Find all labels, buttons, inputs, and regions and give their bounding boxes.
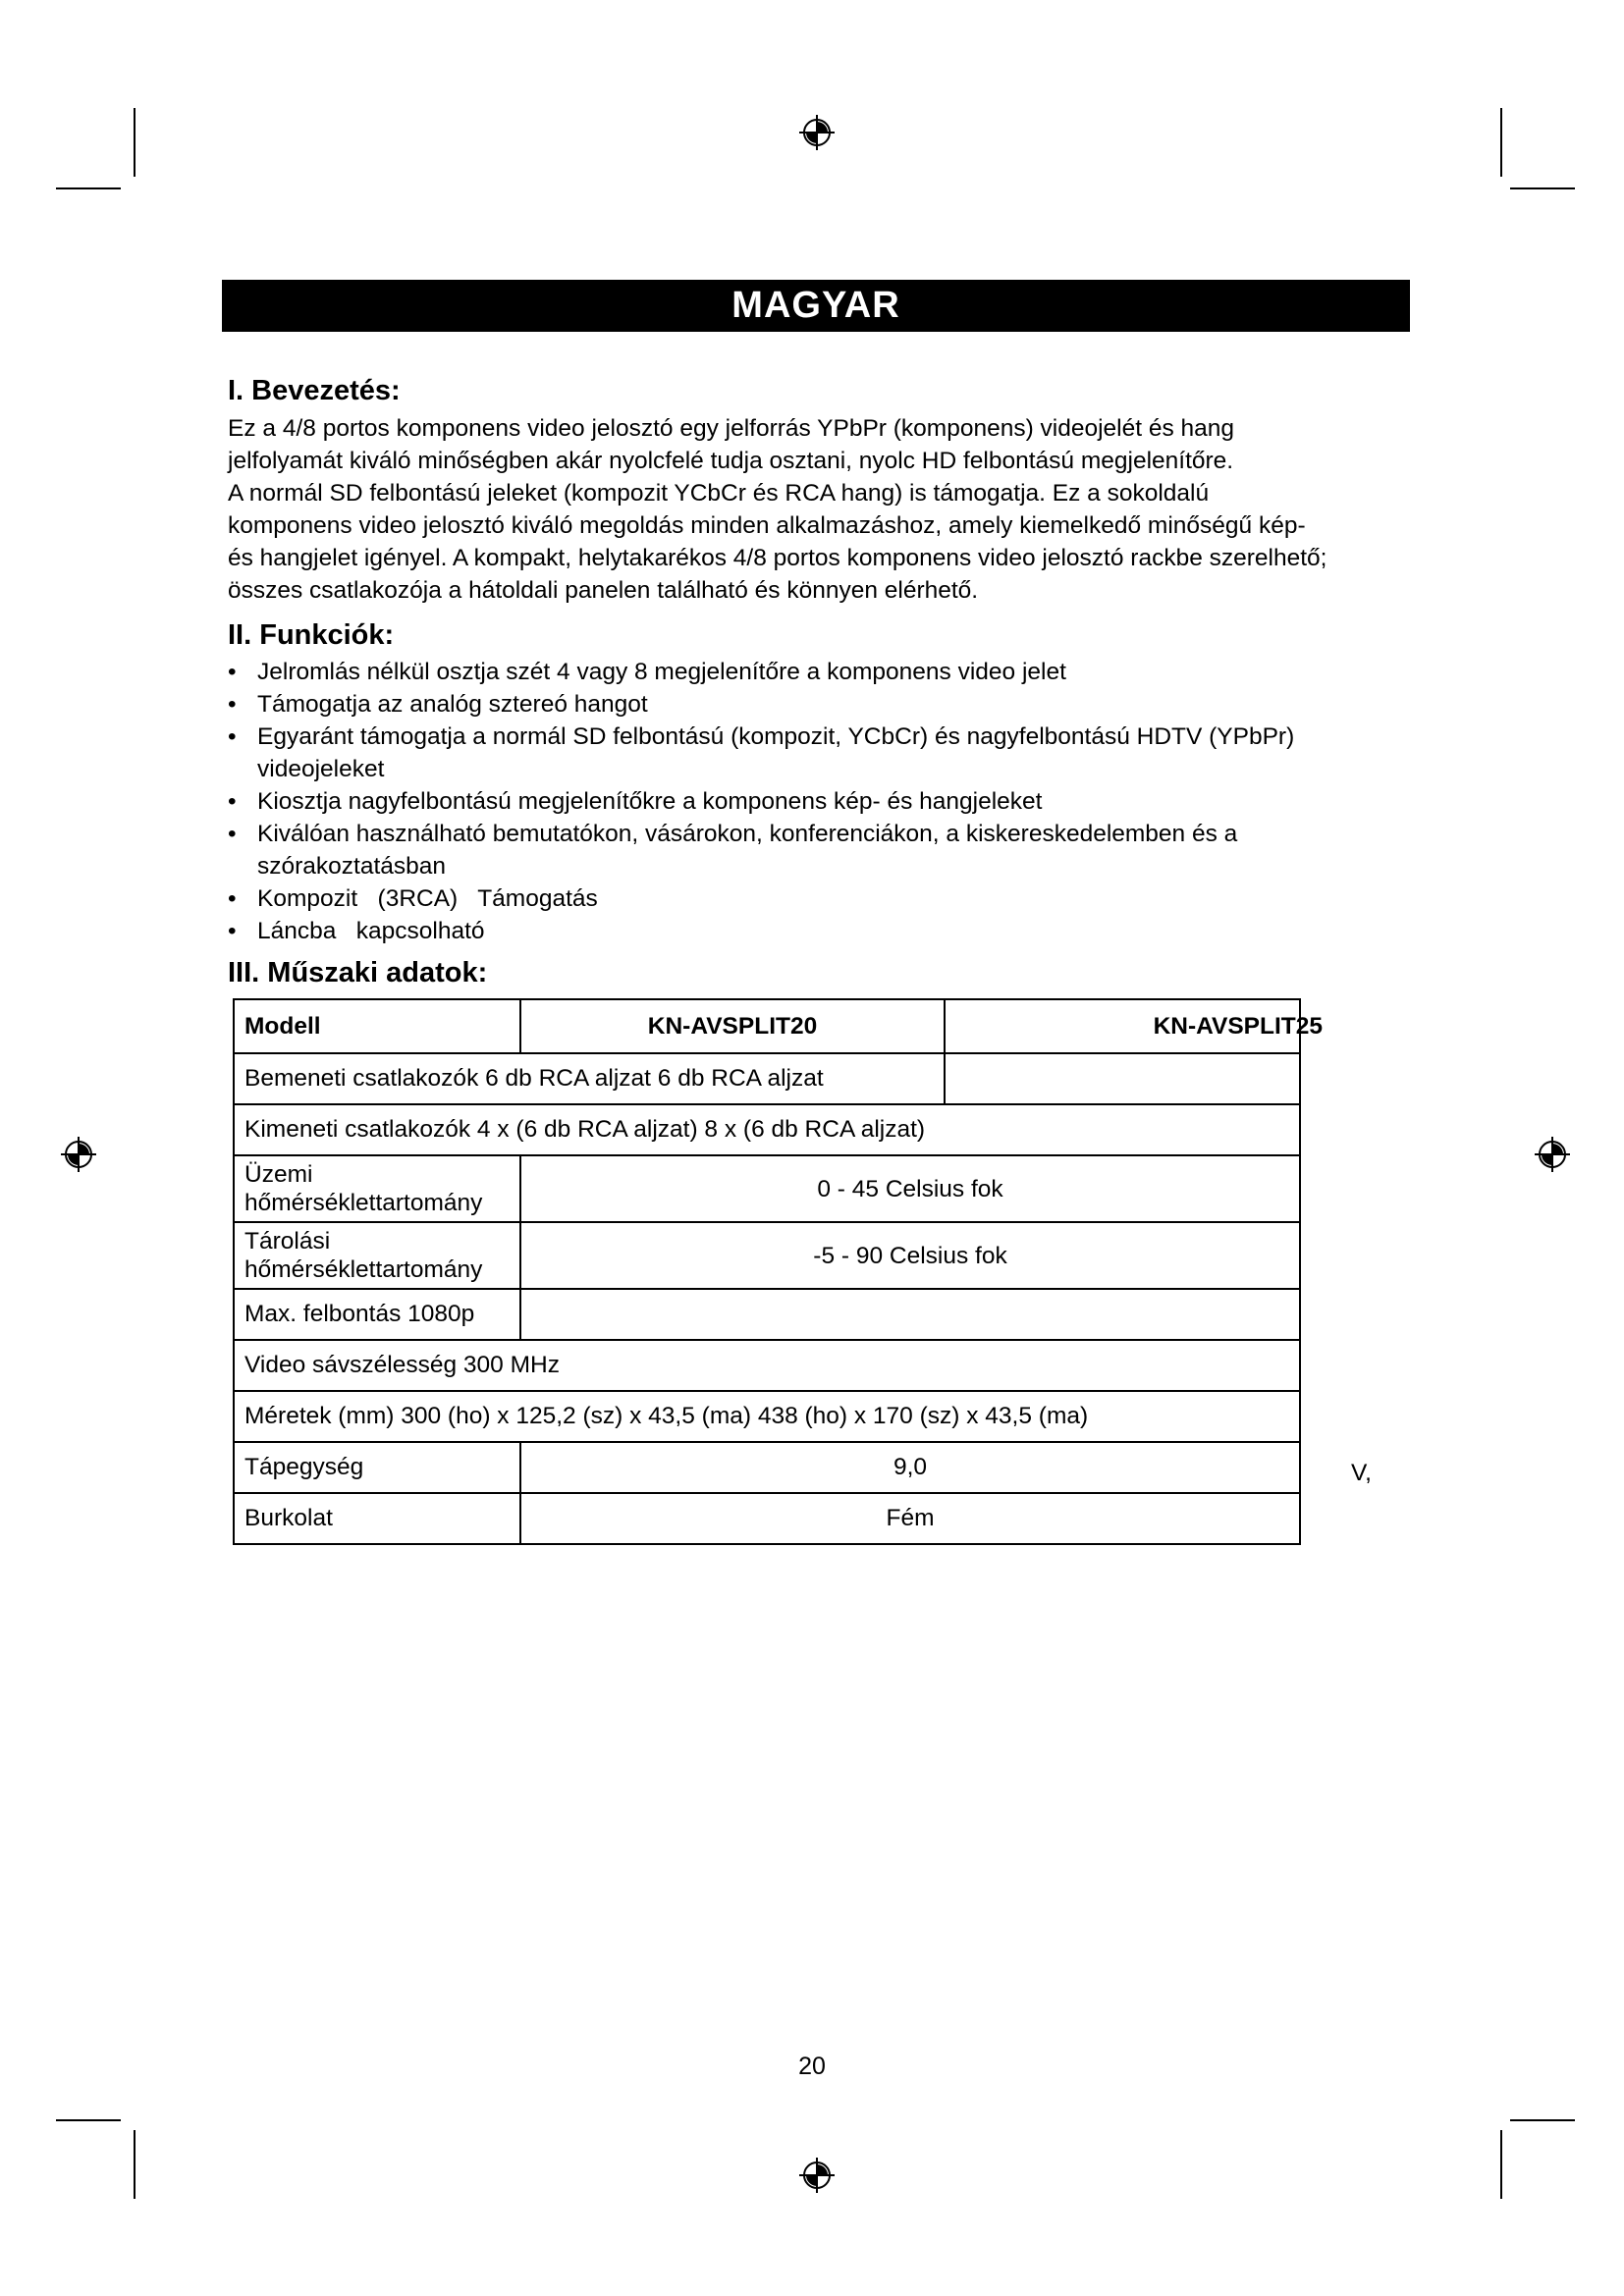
specifications-table [233, 998, 1323, 1545]
bullet-icon: • [228, 659, 237, 685]
registration-mark-icon [59, 1135, 98, 1174]
crop-mark-bl-vertical [134, 2130, 135, 2199]
crop-mark-tr-vertical [1500, 108, 1502, 177]
table-cell [520, 1289, 1300, 1340]
table-cell: Max. felbontás 1080p [234, 1289, 520, 1340]
table-cell: Kimeneti csatlakozók 4 x (6 db RCA aljzat) 8 x (6 db RCA aljzat) [234, 1104, 1300, 1155]
crop-mark-br-vertical [1500, 2130, 1502, 2199]
table-cell: Tápegység [234, 1442, 520, 1493]
registration-mark-icon [797, 2156, 837, 2195]
crop-mark-tl-horizontal [56, 187, 121, 189]
section-heading-specifications: III. Műszaki adatok: [228, 957, 488, 988]
list-item: • Jelromlás nélkül osztja szét 4 vagy 8 megjelenítőre a komponens video jelet [228, 656, 1418, 688]
paragraph-line: komponens video jelosztó kiváló megoldás minden alkalmazáshoz, amely kiemelkedő minőségű kép- [228, 512, 1306, 539]
registration-mark-icon [1533, 1135, 1572, 1174]
bullet-icon: • [228, 885, 237, 912]
list-item: • Kiválóan használható bemutatókon, vásárokon, konferenciákon, a kiskereskedelemben és a szórakoztatásban [228, 818, 1418, 882]
paragraph-line: Ez a 4/8 portos komponens video jelosztó egy jelforrás YPbPr (komponens) videojelét és hang [228, 415, 1235, 442]
bullet-icon: • [228, 723, 237, 750]
table-header-row [234, 999, 1300, 1053]
crop-mark-bl-horizontal [56, 2119, 121, 2121]
table-row [234, 1289, 1300, 1340]
registration-mark-icon [797, 113, 837, 152]
table-row [234, 1053, 1300, 1104]
table-row [234, 1155, 1300, 1222]
voltage-unit-text: V, [1351, 1460, 1372, 1486]
table-row [234, 1442, 1300, 1493]
crop-mark-tr-horizontal [1510, 187, 1575, 189]
table-cell [945, 1053, 1300, 1104]
table-row [234, 1340, 1300, 1391]
table-cell: Bemeneti csatlakozók 6 db RCA aljzat 6 db RCA aljzat [234, 1053, 945, 1104]
crop-mark-tl-vertical [134, 108, 135, 177]
language-banner [222, 280, 1410, 332]
table-cell: Méretek (mm) 300 (ho) x 125,2 (sz) x 43,5 (ma) 438 (ho) x 170 (sz) x 43,5 (ma) [234, 1391, 1300, 1442]
table-cell: Tárolási hőmérséklettartomány [234, 1222, 520, 1289]
table-header-cell: Modell [234, 999, 520, 1053]
table-row [234, 1104, 1300, 1155]
table-cell: Fém [520, 1493, 1300, 1544]
list-item: • Egyaránt támogatja a normál SD felbontású (kompozit, YCbCr) és nagyfelbontású HDTV (YPbPr) videojeleket [228, 721, 1418, 785]
table-cell: Üzemi hőmérséklettartomány [234, 1155, 520, 1222]
bullet-icon: • [228, 788, 237, 815]
paragraph-line: és hangjelet igényel. A kompakt, helytakarékos 4/8 portos komponens video jelosztó rackbe szerelhető; [228, 545, 1327, 571]
list-item: • Láncba kapcsolható [228, 915, 1418, 947]
section-heading-introduction: I. Bevezetés: [228, 375, 401, 406]
table-row [234, 1222, 1300, 1289]
table-row [234, 1493, 1300, 1544]
table-header-cell: KN-AVSPLIT20 [520, 999, 945, 1053]
table-cell: Burkolat [234, 1493, 520, 1544]
table-cell: 0 - 45 Celsius fok [520, 1155, 1300, 1222]
list-item: • Kiosztja nagyfelbontású megjelenítőkre a komponens kép- és hangjeleket [228, 785, 1418, 818]
table-cell: 9,0 [520, 1442, 1300, 1493]
bullet-icon: • [228, 821, 237, 847]
paragraph-line: összes csatlakozója a hátoldali panelen található és könnyen elérhető. [228, 577, 979, 604]
page-number: 20 [798, 2053, 826, 2080]
bullet-icon: • [228, 918, 237, 944]
banner-title: MAGYAR [731, 285, 900, 326]
crop-mark-br-horizontal [1510, 2119, 1575, 2121]
introduction-paragraph [228, 412, 1418, 607]
bullet-icon: • [228, 691, 237, 718]
section-heading-functions: II. Funkciók: [228, 619, 395, 651]
list-item: • Támogatja az analóg sztereó hangot [228, 688, 1418, 721]
table-cell: Video sávszélesség 300 MHz [234, 1340, 1300, 1391]
table-header-cell: KN-AVSPLIT25 [945, 999, 1300, 1053]
list-item: • Kompozit (3RCA) Támogatás [228, 882, 1418, 915]
table-cell: -5 - 90 Celsius fok [520, 1222, 1300, 1289]
table-row [234, 1391, 1300, 1442]
paragraph-line: A normál SD felbontású jeleket (kompozit YCbCr és RCA hang) is támogatja. Ez a sokoldalú [228, 480, 1210, 507]
paragraph-line: jelfolyamát kiváló minőségben akár nyolcfelé tudja osztani, nyolc HD felbontású megjelenítőre. [228, 448, 1234, 474]
feature-list [228, 656, 1418, 947]
